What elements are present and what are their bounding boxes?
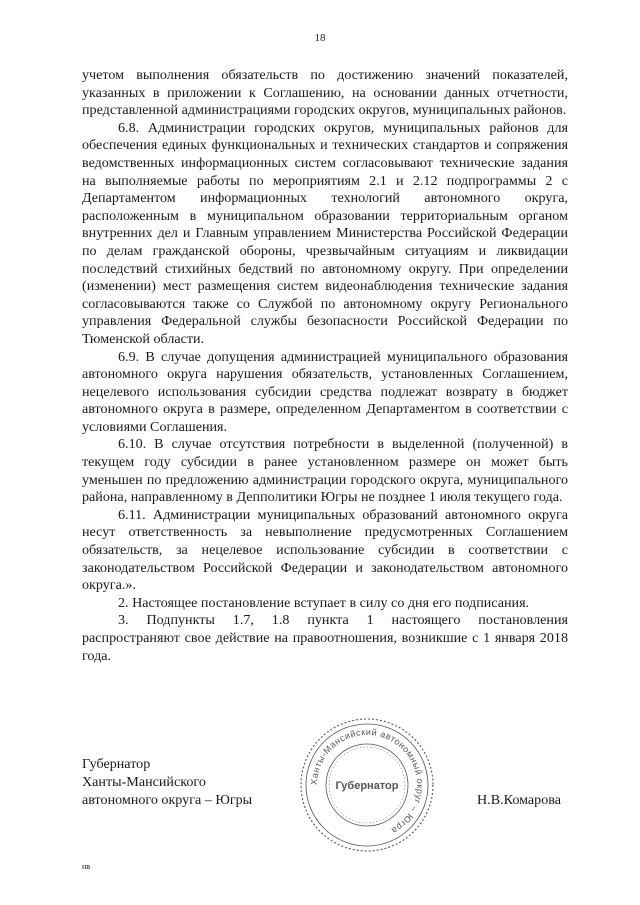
seal-ring-text: Ханты-Мансийский автономный округ – Югра [308, 726, 426, 837]
official-seal-stamp [298, 716, 436, 854]
paragraph-6-10: 6.10. В случае отсутствия потребности в выделенной (полученной) в текущем году субсидии в ранее установленном размере он может быть уменьшен по предложению администрации городского округа, муниципального района, направленному в Депполитики Югры не позднее 1 июля текущего года. [82, 436, 568, 506]
paragraph-6-8: 6.8. Администрации городских округов, муниципальных районов для обеспечения единых функциональных и технических стандартов и сопряжения ведомственных информационных систем согласовывают технические задания на выполняемые работы по мероприятиям 2.1 и 2.12 подпрограммы 2 с Департаментом информационных технологий автономного округа, расположенным в муниципальном образовании территориальным органом внутренних дел и Главным управлением Министерства Российской Федерации по делам гражданской обороны, чрезвычайным ситуациям и ликвидации последствий стихийных бедствий по автономному округу. При определении (изменении) мест размещения систем видеонаблюдения технические задания согласовываются также со Службой по автономному округу Регионального управления Федеральной службы безопасности Российской Федерации по Тюменской области. [82, 119, 568, 347]
seal-center-text: Губернатор [335, 780, 399, 792]
paragraph-2: 2. Настоящее постановление вступает в силу со дня его подписания. [118, 594, 530, 611]
signature-title-line2: Ханты-Мансийского [82, 774, 206, 790]
signature-title-line3: автономного округа – Югры [82, 792, 253, 808]
footer-mark: нв [82, 862, 91, 871]
page-number: 18 [314, 32, 326, 44]
paragraph-3: 3. Подпункты 1.7, 1.8 пункта 1 настоящего постановления распространяют свое действие на правоотношения, возникшие с 1 января 2018 года. [82, 612, 568, 664]
document-body [82, 67, 568, 665]
paragraph-continuation: учетом выполнения обязательств по достижению значений показателей, указанных в приложении к Соглашению, на основании данных отчетности, представленной администрациями городских округов, муниципальных районов. [82, 67, 568, 119]
paragraph-6-11: 6.11. Администрации муниципальных образований автономного округа несут ответственность за невыполнение предусмотренных Соглашением обязательств, за нецелевое использование субсидии в соответствии с законодательством Российской Федерации и законодательством автономного округа.». [82, 506, 568, 594]
signatory-name: Н.В.Комарова [477, 792, 561, 808]
signature-title-line1: Губернатор [82, 756, 151, 772]
signature-title [82, 755, 252, 809]
paragraph-6-9: 6.9. В случае допущения администрацией муниципального образования автономного округа нарушения обязательств, установленных Соглашением, нецелевого использования субсидии средства подлежат возврату в бюджет автономного округа в размере, определенном Департаментом в соответствии с условиями Соглашения. [82, 348, 568, 435]
